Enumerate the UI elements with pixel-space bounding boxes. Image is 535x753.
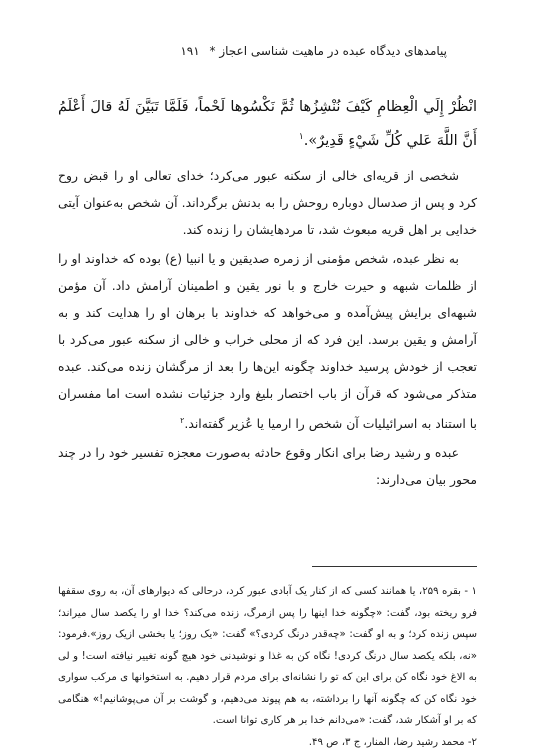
footnotes — [58, 581, 477, 753]
main-text — [58, 162, 477, 495]
paragraph-text: عبده و رشید رضا برای انکار وقوع حادثه به‌صورت معجزه تفسیر خود را در چند محور بیان می‌دارند: — [58, 445, 477, 487]
running-title: پیامدهای دیدگاه عبده در ماهیت شناسی اعجاز — [219, 44, 447, 58]
paragraph — [58, 162, 477, 243]
running-header — [180, 44, 447, 58]
page-number: ۱۹۱ — [180, 44, 199, 58]
footnote: ۲- محمد رشید رضا، المنار، ج ۳، ص ۴۹. — [58, 732, 477, 753]
paragraph — [58, 245, 477, 437]
footnote-ref-2: ۲ — [180, 416, 184, 425]
verse-text: انْظُرْ إِلَي الْعِظامِ کَیْفَ نُنْشِزُها ثُمَّ نَکْسُوها لَحْماً، فَلَمَّا تَبَیَّنَ لَهُ قالَ أَعْلَمُ أَنَّ اللَّهَ عَلي كُلِّ شَيْءٍ قَدِیرٌ». — [58, 99, 477, 149]
footnote: ۱ - بقره ۲۵۹، یا همانند کسی که از کنار یک آبادی عبور کرد، درحالی که دیوارهای آن، به روی سقفها فرو ریخته بود، گفت: «چگونه خدا اینها را پس ازمرگ، زنده می‌کند؟ خدا او را یکصد سال میراند؛ سپس زنده کرد؛ و به او گفت: «چه‌قدر درنگ کردی؟» گفت: «یک روز؛ یا بخشی ازیک روز».فرمود: «نه، بلکه یکصد سال درنگ کردی! نگاه کن به غذا و نوشیدنی خود هیچ گونه تغییر نیافته است! و لی به الاغ خود نگاه کن برای این که تو را نشانه‌ای برای مردم قرار دهیم. به استخوانها ی مرکب سواری خود نگاه کن که چگونه آنها را برداشته، به هم پیوند می‌دهیم، و گوشت بر آن می‌پوشانیم!» هنگامی که بر او آشکار شد، گفت: «می‌دانم خدا بر هر کاری توانا است. — [58, 581, 477, 732]
paragraph — [58, 439, 477, 493]
quranic-verse — [58, 92, 477, 156]
footnote-divider — [312, 566, 477, 567]
footnote-ref-1: ۱ — [299, 132, 304, 142]
paragraph-text: به نظر عبده، شخص مؤمنی از زمره صدیقین و یا انبیا (ع) بوده که خداوند او را از ظلمات شبهه و حیرت خارج و با نور یقین و اطمینان آرامش داد. آن مؤمن شبهه‌ای برایش پیش‌آمده و می‌خواهد که خداوند با برهان او را هدایت کند و به آرامش و یقین برسد. این فرد که از محلی خراب و خالی از سکنه عبور می‌کرد با تعجب از خودش پرسید خداوند چگونه این‌ها را بعد از مرگشان زنده می‌کند. عبده متذکر می‌شود که قرآن از باب اختصار بلیغ وارد جزئیات نشده است اما مفسران با استناد به اسرائیلیات آن شخص را ارمیا یا عُزیر گفته‌اند. — [58, 251, 477, 431]
paragraph-text: شخصی از قریه‌ای خالی از سکنه عبور می‌کرد؛ خدای تعالی او را قبض روح کرد و پس از صدسال دوباره روحش را به بدنش برگرداند. آن شخص به‌عنوان آیتی خدایی بر اهل قریه مبعوث شد، تا مردهایشان را زنده کند. — [58, 168, 477, 237]
header-separator: * — [210, 44, 216, 58]
